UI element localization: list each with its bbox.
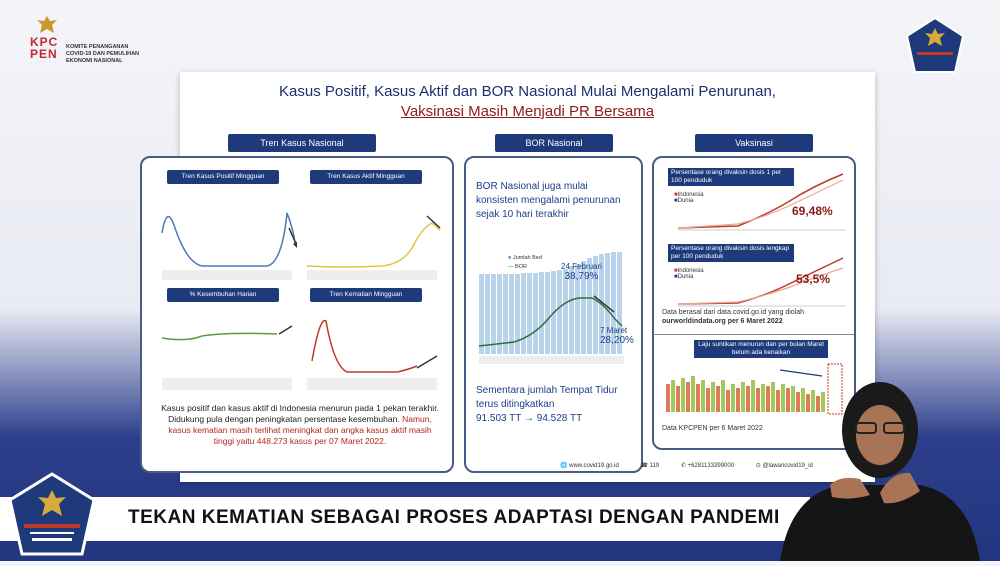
dose2-title: Persentase orang divaksin dosis lengkap per 100 penduduk bbox=[668, 244, 794, 262]
chart-aktif bbox=[302, 188, 442, 283]
org-name: KOMITE PENANGANAN COVID-19 DAN PEMULIHAN EKONOMI NASIONAL bbox=[66, 44, 140, 64]
tren-summary-red: Namun, kasus kematian masih terlihat meningkat dan angka kasus aktif masih tinggi yaitu 448.273 kasus per 07 Maret 2022. bbox=[168, 414, 432, 446]
whatsapp: ✆ +6281133399000 bbox=[680, 463, 735, 469]
tren-summary-black: Kasus positif dan kasus aktif di Indonesia menurun pada 1 pekan terakhir. Didukung pula dengan peningkatan persentase kesembuhan. bbox=[161, 403, 439, 424]
dose2-legend: ■Indonesia ■Dunia bbox=[674, 268, 704, 280]
title-line-1: Kasus Positif, Kasus Aktif dan BOR Nasional Mulai Mengalami Penurunan, bbox=[279, 83, 776, 100]
caption-text: TEKAN KEMATIAN SEBAGAI PROSES ADAPTASI DENGAN PANDEMI bbox=[128, 507, 780, 528]
slide-title bbox=[180, 82, 875, 122]
beds-change: 91.503 TT → 94.528 TT bbox=[476, 413, 583, 424]
section-tren: Tren Kasus Nasional bbox=[228, 134, 376, 152]
section-vaksinasi: Vaksinasi bbox=[695, 134, 813, 152]
chart-title-kesembuhan: % Kesembuhan Harian bbox=[167, 288, 279, 302]
dose1-value: 69,48% bbox=[792, 204, 833, 218]
title-line-2: Vaksinasi Masih Menjadi PR Bersama bbox=[400, 103, 655, 120]
social: ⊙ @lawancovid19_id bbox=[755, 463, 813, 469]
chart-kematian bbox=[302, 306, 442, 396]
panel-tren bbox=[140, 156, 454, 473]
bor-text-top: BOR Nasional juga mulai konsisten mengalami penurunan sejak 10 hari terakhir bbox=[476, 181, 621, 220]
chart-positif bbox=[157, 188, 297, 283]
chart-title-aktif: Tren Kasus Aktif Mingguan bbox=[310, 170, 422, 184]
tren-summary bbox=[160, 403, 440, 447]
caption-banner bbox=[0, 497, 810, 541]
laju-source: Data KPCPEN per 6 Maret 2022 bbox=[662, 425, 763, 432]
panel-bor bbox=[464, 156, 643, 473]
bor-label-feb: 24 Februari 38,79% bbox=[561, 262, 602, 282]
dose2-value: 53,5% bbox=[796, 272, 831, 286]
kpcpen-wordmark: KPC PEN bbox=[30, 35, 59, 61]
kpcpen-logo bbox=[28, 14, 158, 76]
section-bor: BOR Nasional bbox=[495, 134, 613, 152]
laju-title: Laju suntikan menurun dan per bulan Maret belum ada kenaikan bbox=[694, 340, 828, 358]
bor-label-mar: 7 Maret 28,20% bbox=[600, 326, 634, 346]
bor-text-bottom: Sementara jumlah Tempat Tidur terus ditingkatkan 91.503 TT → 94.528 TT bbox=[476, 385, 618, 424]
garuda-icon bbox=[34, 14, 60, 36]
dose1-title: Persentase orang divaksin dosis 1 per 100 penduduk bbox=[668, 168, 794, 186]
vaksin-source: Data berasal dari data.covid.go.id yang diolah ourworldindata.org per 6 Maret 2022 bbox=[662, 309, 805, 325]
chart-title-kematian: Tren Kematian Mingguan bbox=[310, 288, 422, 302]
hotline: ☎ 119 bbox=[640, 463, 660, 469]
web-link[interactable]: 🌐 www.covid19.go.id bbox=[560, 463, 619, 469]
satgas-logo-bottom bbox=[6, 470, 98, 558]
chart-title-positif: Tren Kasus Positif Mingguan bbox=[167, 170, 279, 184]
satgas-logo-top bbox=[905, 16, 965, 74]
dose1-legend: ■Indonesia ■Dunia bbox=[674, 192, 704, 204]
chart-kesembuhan bbox=[157, 306, 297, 396]
bor-legend: ■ Jumlah Bed — BOR bbox=[508, 255, 542, 270]
bor-chart bbox=[474, 236, 634, 366]
sign-language-interpreter bbox=[760, 375, 1000, 561]
